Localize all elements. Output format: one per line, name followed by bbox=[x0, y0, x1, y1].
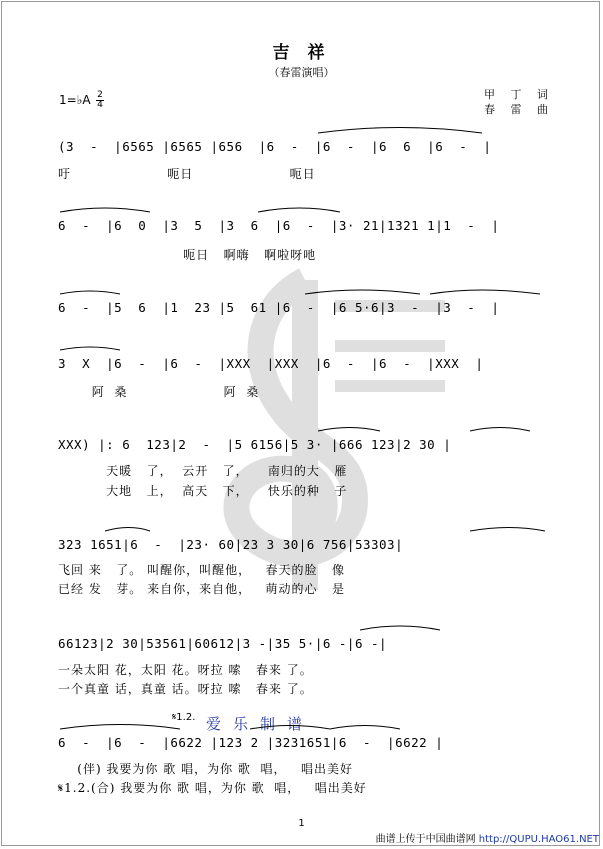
tie-mark bbox=[60, 208, 150, 212]
tie-mark bbox=[305, 290, 420, 294]
tie-mark bbox=[60, 291, 120, 294]
notation-row-7: 66123|2 30|53561|60612|3 -|35 5·|6 -|6 -| bbox=[58, 636, 388, 651]
song-subtitle: （春雷演唱） bbox=[268, 66, 335, 79]
key-signature: 1=♭A bbox=[59, 93, 91, 107]
notation-row-2: 6 - |6 0 |3 5 |3 6 |6 - |3· 21|1321 1|1 - | bbox=[58, 218, 500, 233]
tie-mark bbox=[105, 528, 150, 532]
lyrics-row-7-verse-2: 一个真童 话，真童 话。呀拉 嗦 春来 了。 bbox=[58, 682, 313, 696]
tie-mark bbox=[250, 726, 330, 730]
footer-credit bbox=[376, 830, 599, 845]
notation-row-1: (3 - |6565 |6565 |656 |6 - |6 - |6 6 |6 - | bbox=[58, 139, 492, 154]
lyrics-row-4: 阿 桑 阿 桑 bbox=[58, 385, 260, 399]
watermark-text: 爱乐制谱 bbox=[206, 715, 315, 733]
song-title: 吉 祥 bbox=[272, 43, 331, 63]
tie-mark bbox=[470, 428, 530, 432]
page-number: 1 bbox=[298, 818, 305, 829]
tie-mark bbox=[360, 626, 440, 630]
notation-row-8: 6 - |6 - |6622 |123 2 |3231651|6 - |6622 | bbox=[58, 735, 444, 750]
time-signature-bottom: 4 bbox=[97, 100, 103, 110]
tie-mark bbox=[318, 428, 380, 432]
tie-mark bbox=[470, 528, 545, 532]
lyrics-row-8-verse-1: (伴) 我要为你 歌 唱，为你 歌 唱， 唱出美好 bbox=[58, 762, 353, 776]
notation-row-5: XXX) |: 6 123|2 - |5 6156|5 3· |666 123|2 30 | bbox=[58, 437, 452, 452]
tie-mark bbox=[258, 208, 340, 212]
composer-credit: 春 雷 曲 bbox=[484, 103, 554, 116]
lyrics-row-5-verse-1: 天暖 了， 云开 了， 南归的大 雁 bbox=[58, 464, 348, 478]
notation-row-6: 323 1651|6 - |23· 60|23 3 30|6 756|53303| bbox=[58, 537, 404, 552]
time-signature-top: 2 bbox=[97, 90, 103, 100]
tie-mark bbox=[430, 290, 540, 294]
notation-row-4: 3 X |6 - |6 - |XXX |XXX |6 - |6 - |XXX | bbox=[58, 356, 484, 371]
footer-text: 曲谱上传于中国曲谱网 bbox=[375, 834, 476, 845]
lyrics-row-8-verse-2: 𝄋1.2.(合) 我要为你 歌 唱，为你 歌 唱， 唱出美好 bbox=[58, 781, 367, 795]
segno-marker: 𝄋1.2. bbox=[172, 712, 196, 723]
lyrics-row-7-verse-1: 一朵太阳 花，太阳 花。呀拉 嗦 春来 了。 bbox=[58, 663, 313, 677]
footer-site-link[interactable]: http://QUPU.HAO61.NET bbox=[478, 834, 599, 845]
lyrics-row-2: 呃日 啊嗨 啊啦呀吔 bbox=[58, 248, 317, 262]
tie-mark bbox=[330, 726, 400, 730]
lyrics-row-6-verse-2: 已经 发 芽。 来自你，来自他， 萌动的心 是 bbox=[58, 582, 345, 596]
lyrics-row-1: 吁 呃日 呃日 bbox=[58, 167, 316, 181]
tie-mark bbox=[60, 347, 120, 350]
notation-row-3: 6 - |5 6 |1 23 |5 61 |6 - |6 5·6|3 - |3 - | bbox=[58, 300, 500, 315]
lyrics-row-6-verse-1: 飞回 来 了。 叫醒你，叫醒他， 春天的脸 像 bbox=[58, 563, 345, 577]
lyricist-credit: 甲 丁 词 bbox=[484, 88, 554, 101]
tie-mark bbox=[318, 128, 482, 134]
lyrics-row-5-verse-2: 大地 上， 高天 下， 快乐的种 子 bbox=[58, 484, 348, 498]
tie-mark bbox=[60, 725, 180, 730]
